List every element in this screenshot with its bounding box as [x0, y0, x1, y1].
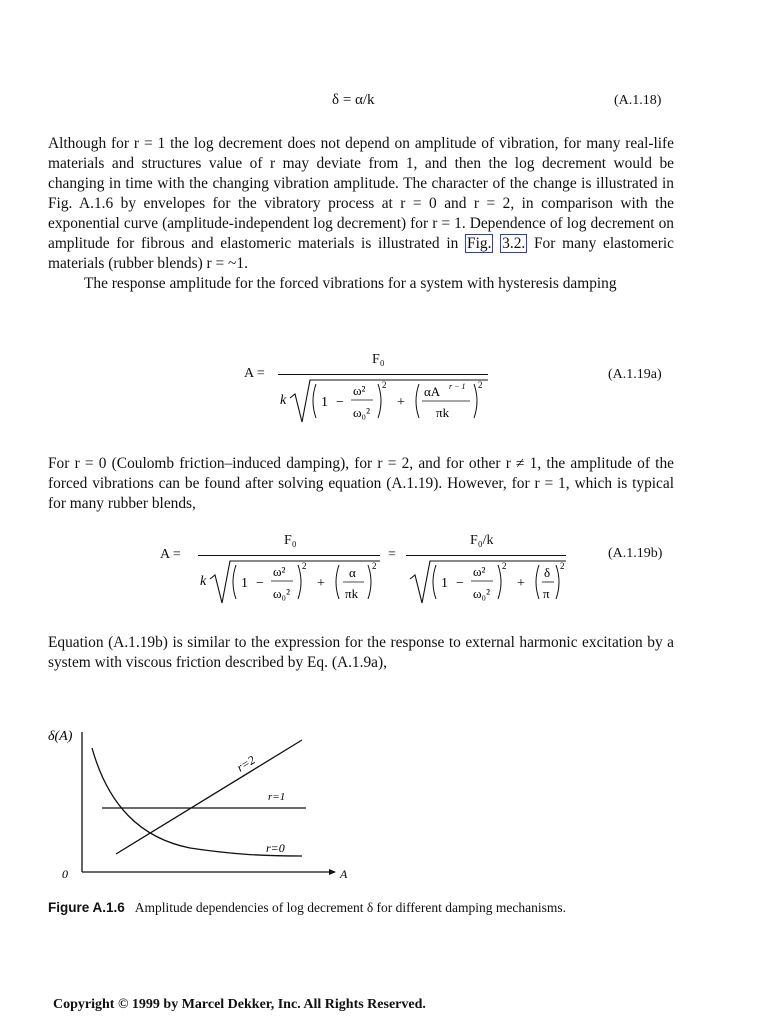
svg-text:ω²: ω²: [353, 383, 366, 398]
svg-text:2: 2: [560, 561, 565, 571]
svg-text:1: 1: [321, 395, 328, 410]
eq-numerator-1: F₀: [284, 533, 297, 548]
figure-link[interactable]: Fig.: [467, 235, 492, 252]
svg-text:1: 1: [241, 576, 248, 591]
sqrt-denominator-1: [198, 557, 388, 619]
sqrt-denominator-2: [398, 557, 578, 619]
label-r0: r=0: [266, 841, 285, 855]
fraction-bar-1: [198, 555, 380, 556]
svg-text:−: −: [336, 395, 344, 410]
eq-equals: =: [388, 547, 396, 562]
figure-caption: [48, 898, 678, 918]
svg-text:2: 2: [382, 380, 387, 390]
paragraph-log-decrement: [48, 134, 674, 294]
figure-damping-diagram: [40, 720, 370, 890]
equation-a1-19b: [160, 533, 580, 617]
svg-text:πk: πk: [345, 586, 359, 601]
svg-text:r − 1: r − 1: [449, 382, 466, 391]
equation-a1-18: δ = α/k: [332, 92, 375, 108]
figure-caption-label: Figure A.1.6: [48, 900, 125, 915]
paragraph-text-tail: For many elastomeric materials (rubber blends) r = ~1.: [48, 235, 674, 272]
svg-text:+: +: [397, 395, 405, 410]
svg-text:k: k: [200, 574, 207, 589]
svg-text:ω²: ω²: [473, 564, 486, 579]
svg-text:−: −: [456, 576, 464, 591]
paragraph-text: Although for r = 1 the log decrement does not depend on amplitude of vibration, for many real-life materials and structures value of r may deviate from 1, and then the log decrement would be changing in time with the changing vibration amplitude. The character of the change is illustrated in Fig. A.1.6 by envelopes for the vibratory process at r = 0 and r = 2, in comparison with the exponential curve (amplitude-independent log decrement) for r = 1. Dependence of log decrement on amplitude for fibrous and elastomeric materials is illustrated in: [48, 135, 674, 252]
svg-text:δ: δ: [544, 565, 551, 580]
sqrt-denominator: [278, 376, 498, 438]
eq-lhs: A =: [160, 547, 181, 562]
svg-text:ω₀²: ω₀²: [353, 405, 370, 420]
paragraph-text: For r = 0 (Coulomb friction–induced damping), for r = 2, and for other r ≠ 1, the amplitude of the forced vibrations can be found after solving equation (A.1.19). However, for r = 1, which is typical for many rubber blends,: [48, 455, 674, 512]
paragraph-viscous-friction: [48, 633, 674, 673]
svg-text:ω₀²: ω₀²: [473, 586, 490, 601]
equation-number-a1-18: (A.1.18): [614, 93, 662, 108]
svg-text:−: −: [256, 576, 264, 591]
eq-numerator-2: F₀/k: [470, 533, 494, 548]
svg-text:2: 2: [478, 380, 483, 390]
svg-text:k: k: [280, 393, 287, 408]
paragraph-response-amplitude: The response amplitude for the forced vibrations for a system with hysteresis damping: [84, 275, 617, 292]
x-axis-arrow: [329, 869, 336, 875]
y-axis-label: δ(A): [48, 729, 73, 744]
svg-text:πk: πk: [436, 405, 450, 420]
svg-text:ω₀²: ω₀²: [273, 586, 290, 601]
svg-text:π: π: [543, 586, 550, 601]
equation-a1-19a: [240, 352, 500, 436]
fraction-bar-2: [406, 555, 566, 556]
paragraph-text: Equation (A.1.19b) is similar to the expression for the response to external harmonic excitation by a system with viscous friction described by Eq. (A.1.9a),: [48, 634, 674, 671]
svg-text:ω²: ω²: [273, 564, 286, 579]
svg-text:α: α: [349, 565, 356, 580]
svg-text:αA: αA: [424, 384, 441, 399]
figure-caption-text: Amplitude dependencies of log decrement δ for different damping mechanisms.: [134, 900, 567, 915]
svg-text:+: +: [517, 576, 525, 591]
svg-text:2: 2: [502, 561, 507, 571]
x-axis-label: A: [340, 867, 348, 881]
figure-link-number[interactable]: 3.2.: [502, 235, 526, 252]
svg-text:1: 1: [441, 576, 448, 591]
fraction-bar: [278, 374, 488, 375]
label-r1: r=1: [268, 791, 286, 803]
eq-lhs: A =: [244, 366, 265, 381]
svg-text:2: 2: [302, 561, 307, 571]
equation-number-a1-19a: (A.1.19a): [608, 367, 662, 382]
label-r2: r=2: [234, 752, 258, 775]
origin-label: 0: [62, 867, 68, 881]
equation-number-a1-19b: (A.1.19b): [608, 546, 663, 561]
eq-numerator: F₀: [372, 352, 385, 367]
paragraph-coulomb-friction: [48, 454, 674, 514]
svg-text:2: 2: [372, 561, 377, 571]
copyright-footer: Copyright © 1999 by Marcel Dekker, Inc. All Rights Reserved.: [53, 997, 426, 1012]
svg-text:+: +: [317, 576, 325, 591]
